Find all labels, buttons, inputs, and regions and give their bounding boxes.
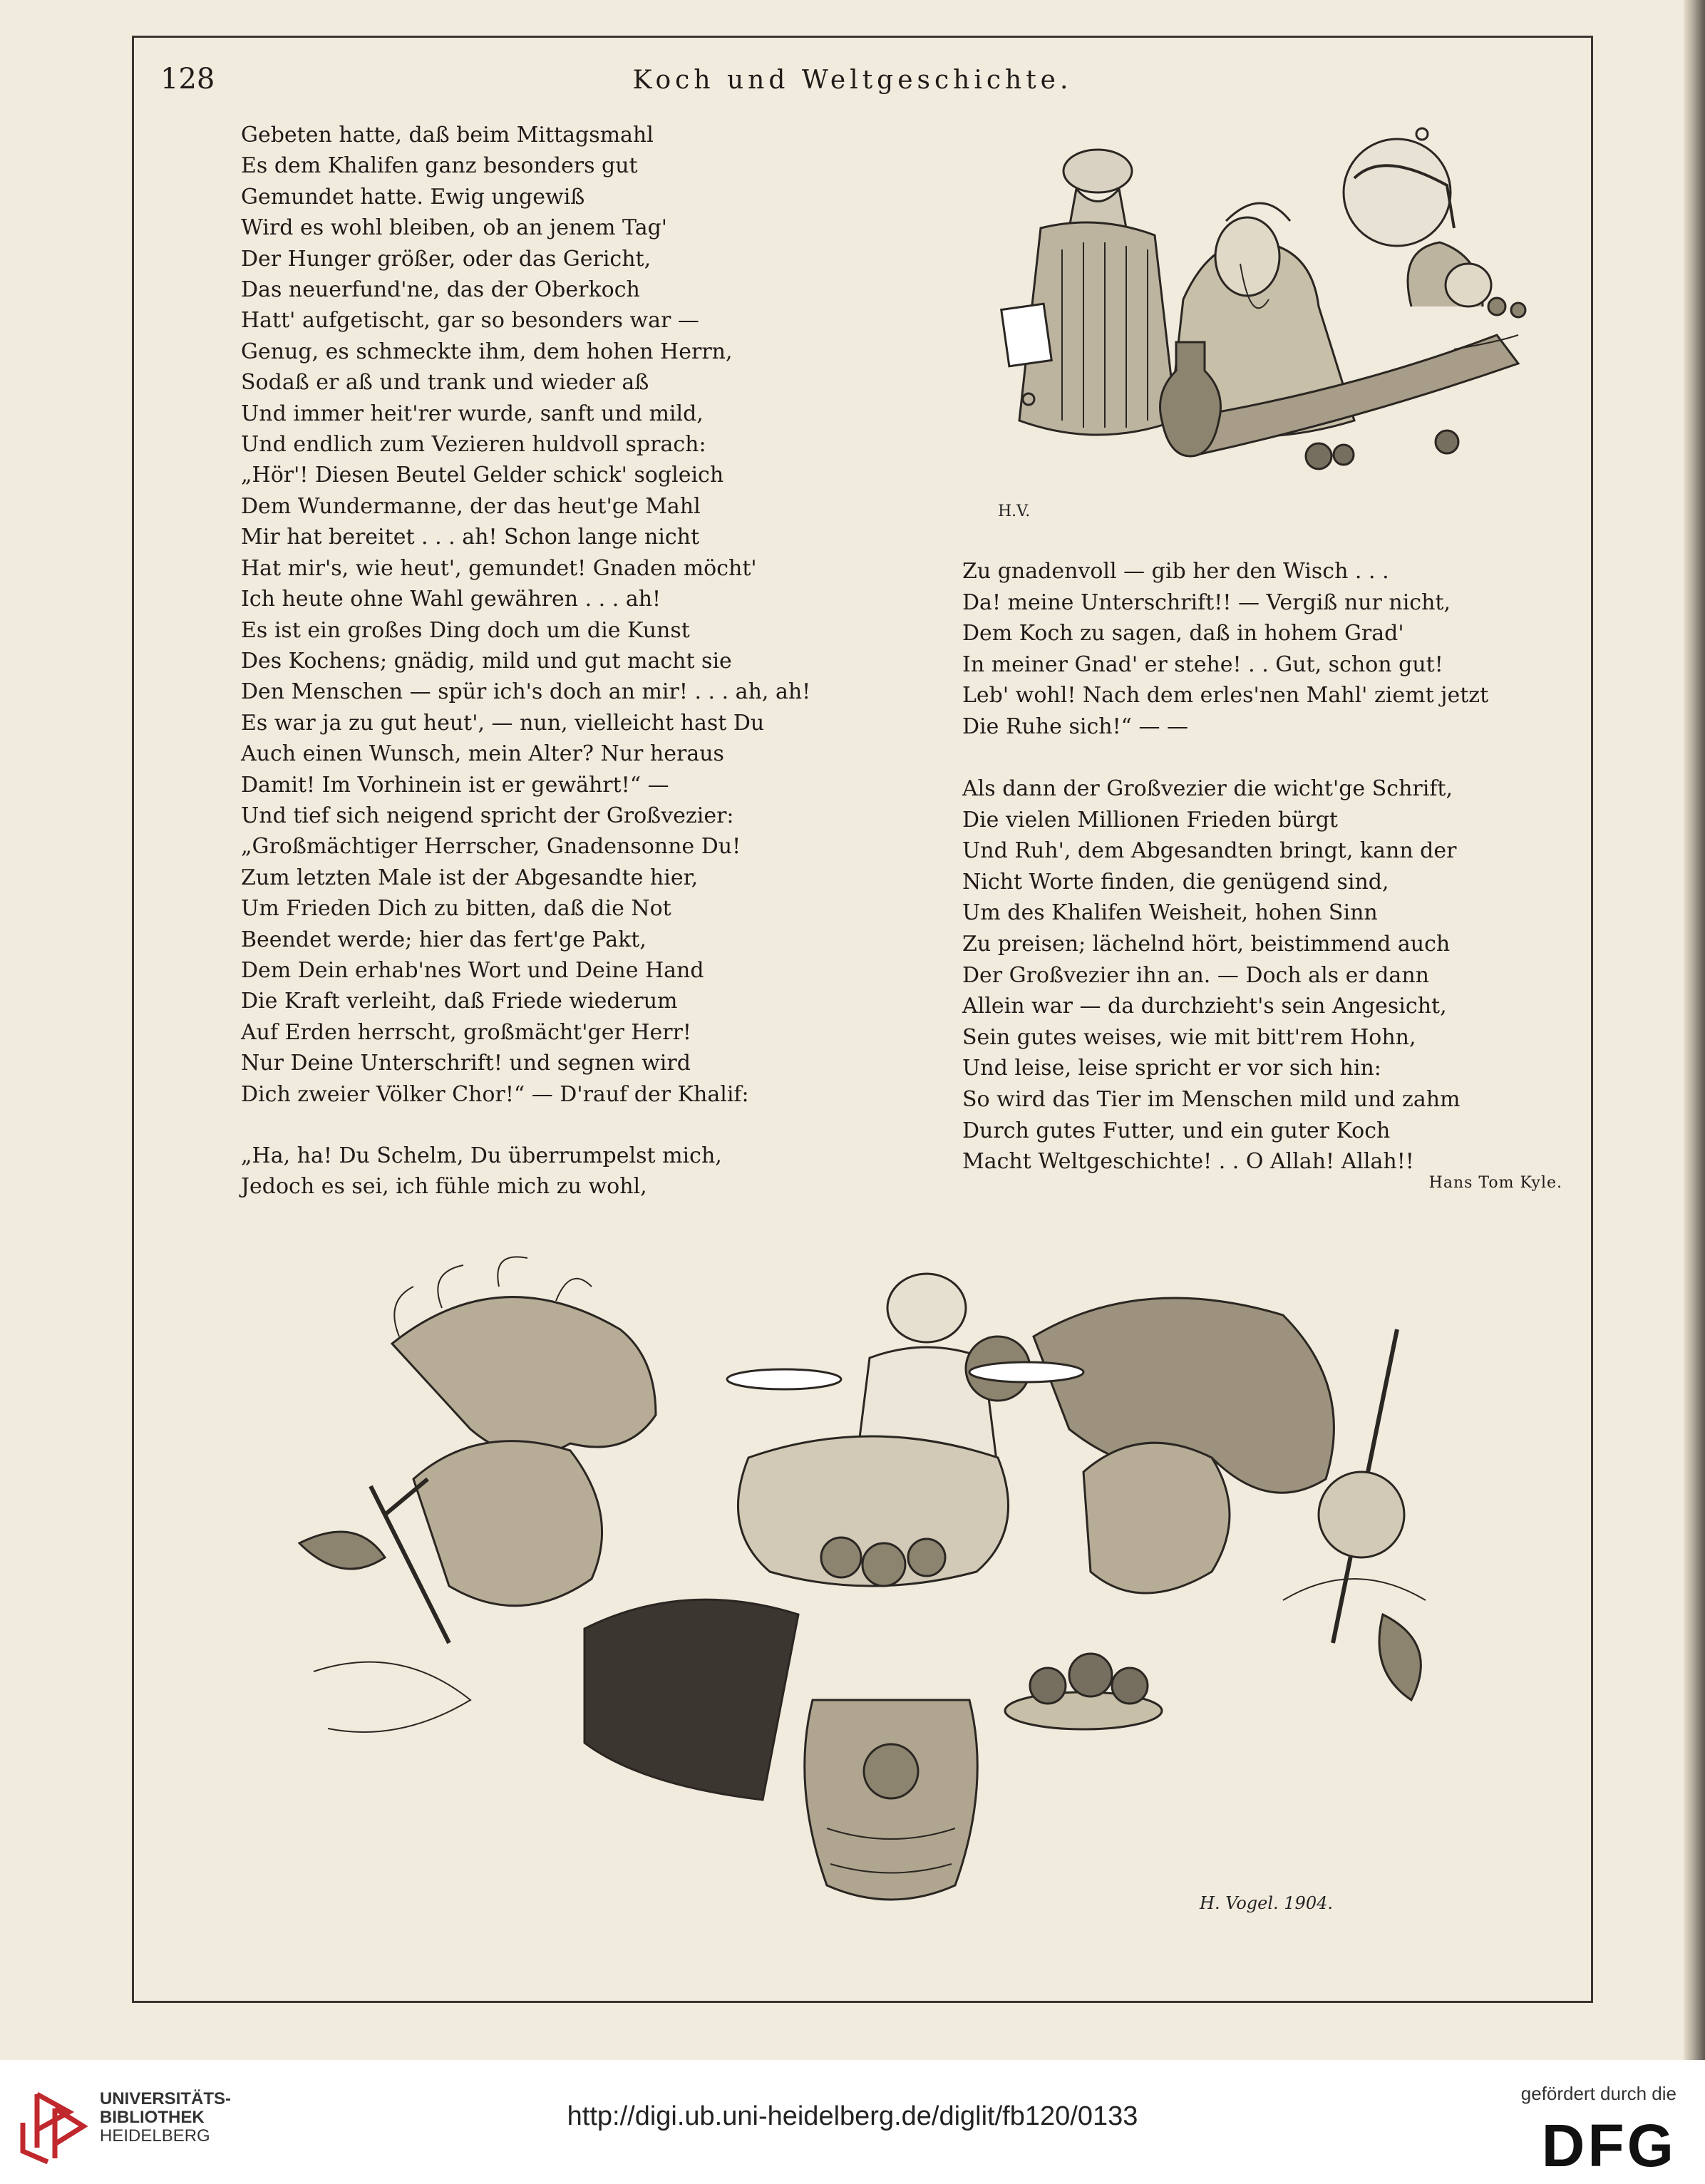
verse-line: Die Ruhe sich!“ — — — [962, 714, 1189, 739]
caliph-drawing — [955, 121, 1547, 520]
verse-line: Auch einen Wunsch, mein Alter? Nur heraus — [241, 741, 724, 767]
verse-line: Ich heute ohne Wahl gewähren . . . ah! — [241, 587, 661, 612]
verse-line: Leb' wohl! Nach dem erles'nen Mahl' ziemt jetzt — [962, 683, 1489, 709]
feast-illustration — [285, 1244, 1454, 1957]
footer-bar — [0, 2060, 1705, 2184]
verse-line: Und immer heit'rer wurde, sanft und mild, — [241, 401, 704, 426]
verse-line: Und tief sich neigend spricht der Großvezier: — [241, 803, 734, 828]
verse-line: Nur Deine Unterschrift! und segnen wird — [241, 1051, 691, 1076]
author-signature: Hans Tom Kyle. — [1428, 1174, 1562, 1192]
source-url-link[interactable]: http://digi.ub.uni-heidelberg.de/diglit/fb120/0133 — [567, 2101, 1138, 2131]
verse-line: „Hör'! Diesen Beutel Gelder schick' sogleich — [241, 463, 724, 488]
verse-line: Wird es wohl bleiben, ob an jenem Tag' — [241, 215, 668, 241]
verse-line: Sein gutes weises, wie mit bitt'rem Hohn, — [962, 1024, 1416, 1050]
verse-line: Hat mir's, wie heut', gemundet! Gnaden möcht' — [241, 555, 757, 581]
verse-line: Nicht Worte finden, die genügend sind, — [962, 869, 1389, 895]
illustration-signature-vogel: H. Vogel. 1904. — [1200, 1893, 1333, 1913]
verse-line: Um des Khalifen Weisheit, hohen Sinn — [962, 900, 1378, 926]
verse-line: Macht Weltgeschichte! . . O Allah! Allah!! — [962, 1149, 1414, 1175]
verse-line: Zum letzten Male ist der Abgesandte hier, — [241, 865, 699, 890]
feast-drawing — [285, 1244, 1454, 1957]
poem-right-column-bottom — [962, 773, 1460, 1178]
verse-line: Des Kochens; gnädig, mild und gut macht sie — [241, 648, 732, 674]
verse-line: Gemundet hatte. Ewig ungewiß — [241, 184, 585, 210]
verse-line: Da! meine Unterschrift!! — Vergiß nur nicht, — [962, 589, 1451, 615]
poem-left-column — [241, 120, 810, 1202]
verse-line: Der Großvezier ihn an. — Doch als er dann — [962, 962, 1429, 988]
verse-line: Auf Erden herrscht, großmächt'ger Herr! — [241, 1019, 691, 1045]
verse-line: Dem Koch zu sagen, daß in hohem Grad' — [962, 621, 1404, 647]
verse-line: Es ist ein großes Ding doch um die Kunst — [241, 617, 690, 643]
illustration-signature: H.V. — [998, 503, 1031, 520]
verse-line: Allein war — da durchzieht's sein Angesicht, — [962, 994, 1447, 1019]
dfg-logo: DFG — [1541, 2112, 1676, 2179]
verse-line: Mir hat bereitet . . . ah! Schon lange nicht — [241, 525, 700, 550]
verse-line: Es dem Khalifen ganz besonders gut — [241, 153, 638, 179]
verse-line: Gebeten hatte, daß beim Mittagsmahl — [241, 123, 654, 148]
university-name-line1: UNIVERSITÄTS- — [100, 2089, 232, 2108]
running-title: Koch und Weltgeschichte. — [632, 66, 1073, 95]
verse-line: Sodaß er aß und trank und wieder aß — [241, 370, 649, 396]
verse-line: „Großmächtiger Herrscher, Gnadensonne Du! — [241, 834, 741, 860]
university-name-line3: HEIDELBERG — [100, 2126, 210, 2146]
verse-line: Den Menschen — spür ich's doch an mir! . . . ah, ah! — [241, 679, 811, 705]
verse-line: Durch gutes Futter, und ein guter Koch — [962, 1118, 1391, 1143]
verse-line: So wird das Tier im Menschen mild und zahm — [962, 1086, 1461, 1112]
verse-line: Es war ja zu gut heut', — nun, vielleicht hast Du — [241, 710, 765, 736]
poem-right-column-top — [962, 556, 1488, 743]
verse-line: „Ha, ha! Du Schelm, Du überrumpelst mich, — [241, 1143, 722, 1168]
verse-line: Das neuerfund'ne, das der Oberkoch — [241, 277, 640, 303]
verse-line: Jedoch es sei, ich fühle mich zu wohl, — [241, 1174, 647, 1200]
stanza-gap — [241, 1110, 810, 1140]
book-gutter — [1684, 0, 1705, 2060]
verse-line: Und leise, leise spricht er vor sich hin: — [962, 1056, 1381, 1081]
verse-line: Zu preisen; lächelnd hört, beistimmend auch — [962, 931, 1451, 957]
verse-line: Damit! Im Vorhinein ist er gewährt!“ — — [241, 772, 669, 798]
verse-line: Der Hunger größer, oder das Gericht, — [241, 246, 651, 272]
page-number: 128 — [160, 63, 215, 96]
verse-line: Die Kraft verleiht, daß Friede wiederum — [241, 989, 678, 1014]
verse-line: Dem Dein erhab'nes Wort und Deine Hand — [241, 957, 704, 983]
verse-line: Dich zweier Völker Chor!“ — D'rauf der Khalif: — [241, 1081, 749, 1107]
university-name-line2: BIBLIOTHEK — [100, 2108, 205, 2127]
verse-line: Und endlich zum Vezieren huldvoll sprach: — [241, 432, 706, 458]
verse-line: Hatt' aufgetischt, gar so besonders war — — [241, 308, 699, 334]
verse-line: Die vielen Millionen Frieden bürgt — [962, 807, 1338, 833]
verse-line: Genug, es schmeckte ihm, dem hohen Herrn, — [241, 339, 733, 364]
verse-line: Zu gnadenvoll — gib her den Wisch . . . — [962, 559, 1389, 584]
verse-line: Als dann der Großvezier die wicht'ge Schrift, — [962, 776, 1453, 801]
caliph-illustration — [955, 121, 1547, 520]
verse-line: Um Frieden Dich zu bitten, daß die Not — [241, 896, 671, 922]
verse-line: In meiner Gnad' er stehe! . . Gut, schon gut! — [962, 651, 1443, 677]
verse-line: Beendet werde; hier das fert'ge Pakt, — [241, 927, 647, 952]
verse-line: Und Ruh', dem Abgesandten bringt, kann der — [962, 838, 1457, 864]
funded-by-label: gefördert durch die — [1520, 2083, 1676, 2104]
verse-line: Dem Wundermanne, der das heut'ge Mahl — [241, 493, 701, 519]
